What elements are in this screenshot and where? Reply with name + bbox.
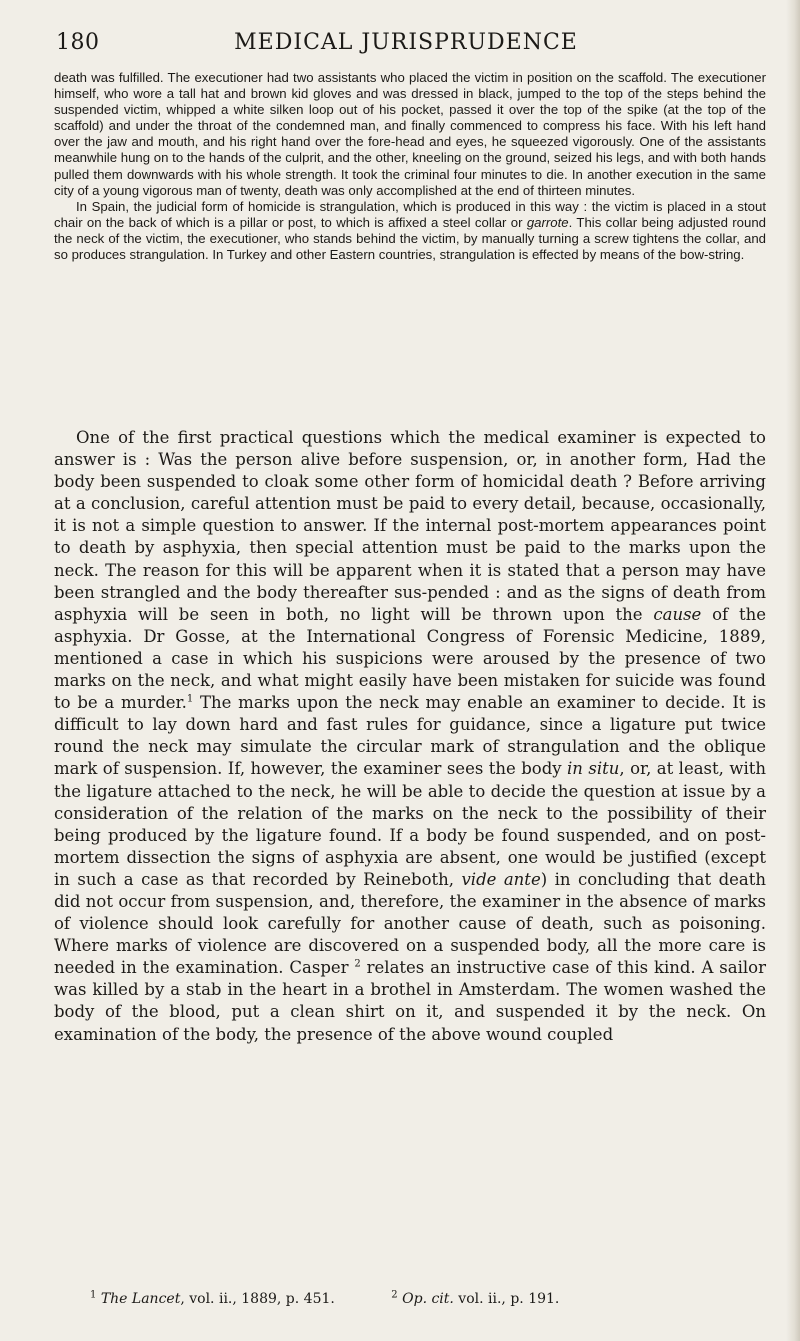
page-edge-shadow bbox=[786, 0, 800, 1341]
in-situ-term: in situ bbox=[567, 759, 620, 779]
spain-paragraph bbox=[54, 199, 766, 263]
main-text-5: ) in concluding that death did not occur from suspension, and, therefore, the examiner in the absence of marks of violence should look carefully for another cause of death, such as poisoning. Where marks of violence are discovered on a suspended body, all the more care is needed in the examination. Casper bbox=[54, 869, 766, 978]
footnote-1-text: , vol. ii., 1889, p. 451. bbox=[180, 1291, 335, 1307]
vide-ante-term: vide ante bbox=[461, 869, 541, 889]
footnote-2-title: Op. cit. bbox=[402, 1291, 454, 1307]
garrote-term: garrote bbox=[526, 214, 569, 230]
footnote-1-title: The Lancet bbox=[100, 1291, 181, 1307]
main-text-6: relates an instructive case of this kind. A sailor was killed by a stab in the heart in a brothel in Amsterdam. The women washed the body of the blood, put a clean shirt on it, and suspended it by the neck. On examination of the body, the presence of the above wound coupled bbox=[54, 958, 766, 1044]
footnotes bbox=[90, 1290, 760, 1308]
page-header bbox=[56, 30, 756, 64]
main-text-3: The marks upon the neck may enable an examiner to decide. It is difficult to lay down hard and fast rules for guidance, since a ligature put twice round the neck may simulate the circular mark of strangulation and the oblique mark of suspension. If, however, the examiner sees the body bbox=[54, 693, 766, 779]
footnote-1 bbox=[90, 1290, 335, 1308]
execution-paragraph-text: death was fulfilled. The executioner had two assistants who placed the victim in position on the scaffold. The executioner himself, who wore a tall hat and brown kid gloves and was dressed in black, jumped to the top of the steps behind the suspended victim, whipped a white silken loop out of his pocket, passed it over the top of the spike (at the top of the scaffold) and under the throat of the condemned man, and finally commenced to compress his face. With his left hand over the jaw and mouth, and his right hand over the fore-head and eyes, he squeezed vigorously. One of the assistants meanwhile hung on to the hands of the culprit, and the other, kneeling on the ground, seized his legs, and with both hands pulled them downwards with his whole strength. It took the criminal four minutes to die. In another execution in the same city of a young vigorous man of twenty, death was only accomplished at the end of thirteen minutes. bbox=[54, 70, 766, 198]
footnote-2-text: vol. ii., p. 191. bbox=[453, 1291, 560, 1307]
footnote-ref-2[interactable]: 2 bbox=[354, 958, 361, 970]
main-body-section bbox=[54, 427, 766, 1046]
footnote-ref-1[interactable]: 1 bbox=[186, 693, 194, 705]
small-print-section bbox=[54, 70, 766, 263]
cause-term: cause bbox=[653, 604, 702, 624]
main-text-2: of the asphyxia. Dr Gosse, at the International Congress of Forensic Medicine, 1889, mentioned a case in which his suspicions were aroused by the presence of two marks on the neck, and what might easily have been mistaken for suicide was found to be a murder. bbox=[54, 604, 766, 713]
spain-text-b: . This collar being adjusted round the neck of the victim, the executioner, who stands behind the victim, by manually turning a screw tightens the collar, and so produces strangulation. In Turkey and other Eastern countries, strangulation is effected by means of the bow-string. bbox=[54, 214, 767, 263]
page-number: 180 bbox=[56, 30, 100, 55]
footnote-2-mark: 2 bbox=[391, 1289, 398, 1301]
footnote-2 bbox=[391, 1290, 559, 1308]
spain-text-a: In Spain, the judicial form of homicide is strangulation, which is produced in this way : the victim is placed in a stout chair on the back of which is a pillar or post, to which is affixed a steel collar or bbox=[54, 198, 766, 230]
running-head: MEDICAL JURISPRUDENCE bbox=[234, 30, 578, 55]
footnote-1-mark: 1 bbox=[90, 1289, 97, 1301]
main-text-4: , or, at least, with the ligature attached to the neck, he will be able to decide the question at issue by a consideration of the relation of the marks on the neck to the possibility of their being produced by the ligature found. If a body be found suspended, and on post-mortem dissection the signs of asphyxia are absent, one would be justified (except in such a case as that recorded by Reineboth, bbox=[54, 759, 767, 889]
main-text-1: One of the first practical questions which the medical examiner is expected to answer is : Was the person alive before suspension, or, in another form, Had the body been suspended to cloak some other form of homicidal death ? Before arriving at a conclusion, careful attention must be paid to every detail, because, occasionally, it is not a simple question to answer. If the internal post-mortem appearances point to death by asphyxia, then special attention must be paid to the marks upon the neck. The reason for this will be apparent when it is stated that a person may have been strangled and the body thereafter sus-pended : and as the signs of death from asphyxia will be seen in both, no light will be thrown upon the bbox=[54, 428, 766, 624]
execution-paragraph bbox=[54, 70, 766, 199]
main-paragraph bbox=[54, 427, 766, 1046]
